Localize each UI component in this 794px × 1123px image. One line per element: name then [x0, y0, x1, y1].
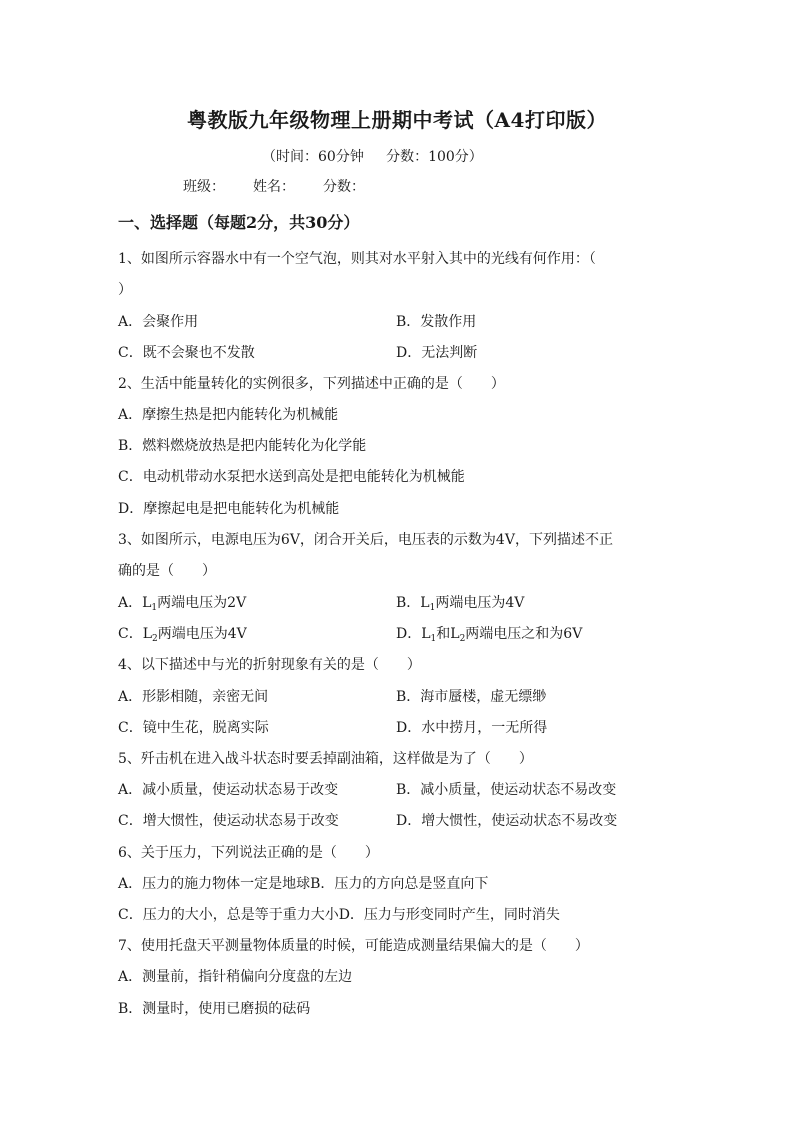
q2-option-d: D．摩擦起电是把电能转化为机械能: [118, 501, 340, 517]
q2-stem: 2、生活中能量转化的实例很多，下列描述中正确的是（ ）: [118, 376, 505, 392]
q4-option-b: B．海市蜃楼，虚无缥缈: [396, 689, 547, 705]
q2-option-c: C．电动机带动水泵把水送到高处是把电能转化为机械能: [118, 469, 465, 485]
q3-options-cd: [118, 623, 583, 644]
q5-option-b: B．减小质量，使运动状态不易改变: [396, 782, 617, 798]
q4-option-a: A．形影相随，亲密无间: [118, 689, 269, 705]
q5-option-d: D．增大惯性，使运动状态不易改变: [396, 813, 618, 829]
q3-option-b: B．$L_1$两端电压为4V: [396, 595, 525, 613]
q6-options-cd: C．压力的大小，总是等于重力大小D．压力与形变同时产生，同时消失: [118, 907, 560, 923]
exam-time-score: （时间：60分钟 分数：100分）: [262, 149, 483, 165]
q7-option-b: B．测量时，使用已磨损的砝码: [118, 1001, 311, 1017]
page-title: 粤教版九年级物理上册期中考试（A4打印版）: [187, 108, 607, 132]
q4-stem: 4、以下描述中与光的折射现象有关的是（ ）: [118, 657, 421, 673]
q4-option-c: C．镜中生花，脱离实际: [118, 720, 269, 736]
q1-options-cd: [118, 342, 478, 362]
q6-options-ab: A．压力的施力物体一定是地球B．压力的方向总是竖直向下: [118, 876, 489, 892]
q5-stem: 5、歼击机在进入战斗状态时要丢掉副油箱，这样做是为了（ ）: [118, 751, 533, 767]
q1-option-a: A．会聚作用: [118, 314, 199, 330]
q6-stem: 6、关于压力，下列说法正确的是（ ）: [118, 845, 379, 861]
q7-option-a: A．测量前，指针稍偏向分度盘的左边: [118, 969, 353, 985]
q3-stem-line2: 确的是（ ）: [118, 563, 216, 579]
score-label: 分数：: [323, 179, 365, 195]
q1-options-ab: [118, 311, 477, 331]
name-label: 姓名：: [253, 179, 295, 195]
q3-option-d: D．$L_1$和$L_2$两端电压之和为6V: [396, 626, 583, 644]
q4-option-d: D．水中捞月，一无所得: [396, 720, 548, 736]
q5-option-a: A．减小质量，使运动状态易于改变: [118, 782, 339, 798]
q1-option-d: D．无法判断: [396, 345, 478, 361]
q1-option-b: B．发散作用: [396, 314, 477, 330]
q3-stem-line1: 3、如图所示，电源电压为6V，闭合开关后，电压表的示数为4V，下列描述不正: [118, 532, 613, 548]
q1-option-c: C．既不会聚也不发散: [118, 345, 255, 361]
q1-stem-line2: ）: [118, 282, 132, 298]
q5-option-c: C．增大惯性，使运动状态易于改变: [118, 813, 339, 829]
q4-options-ab: [118, 686, 547, 706]
q1-stem-line1: 1、如图所示容器水中有一个空气泡，则其对水平射入其中的光线有何作用：（: [118, 251, 596, 267]
q4-options-cd: [118, 717, 548, 737]
q7-stem: 7、使用托盘天平测量物体质量的时候，可能造成测量结果偏大的是（ ）: [118, 938, 589, 954]
q2-option-b: B．燃料燃烧放热是把内能转化为化学能: [118, 438, 367, 454]
student-info: [183, 176, 393, 196]
q5-options-ab: [118, 779, 617, 799]
class-label: 班级：: [183, 179, 225, 195]
q3-options-ab: [118, 592, 525, 613]
q5-options-cd: [118, 810, 618, 830]
q2-option-a: A．摩擦生热是把内能转化为机械能: [118, 407, 339, 423]
q3-option-a: A．$L_1$两端电压为2V: [118, 595, 247, 613]
section-title: 一、选择题（每题2分，共30分）: [118, 213, 360, 232]
q3-option-c: C．$L_2$两端电压为4V: [118, 626, 247, 644]
